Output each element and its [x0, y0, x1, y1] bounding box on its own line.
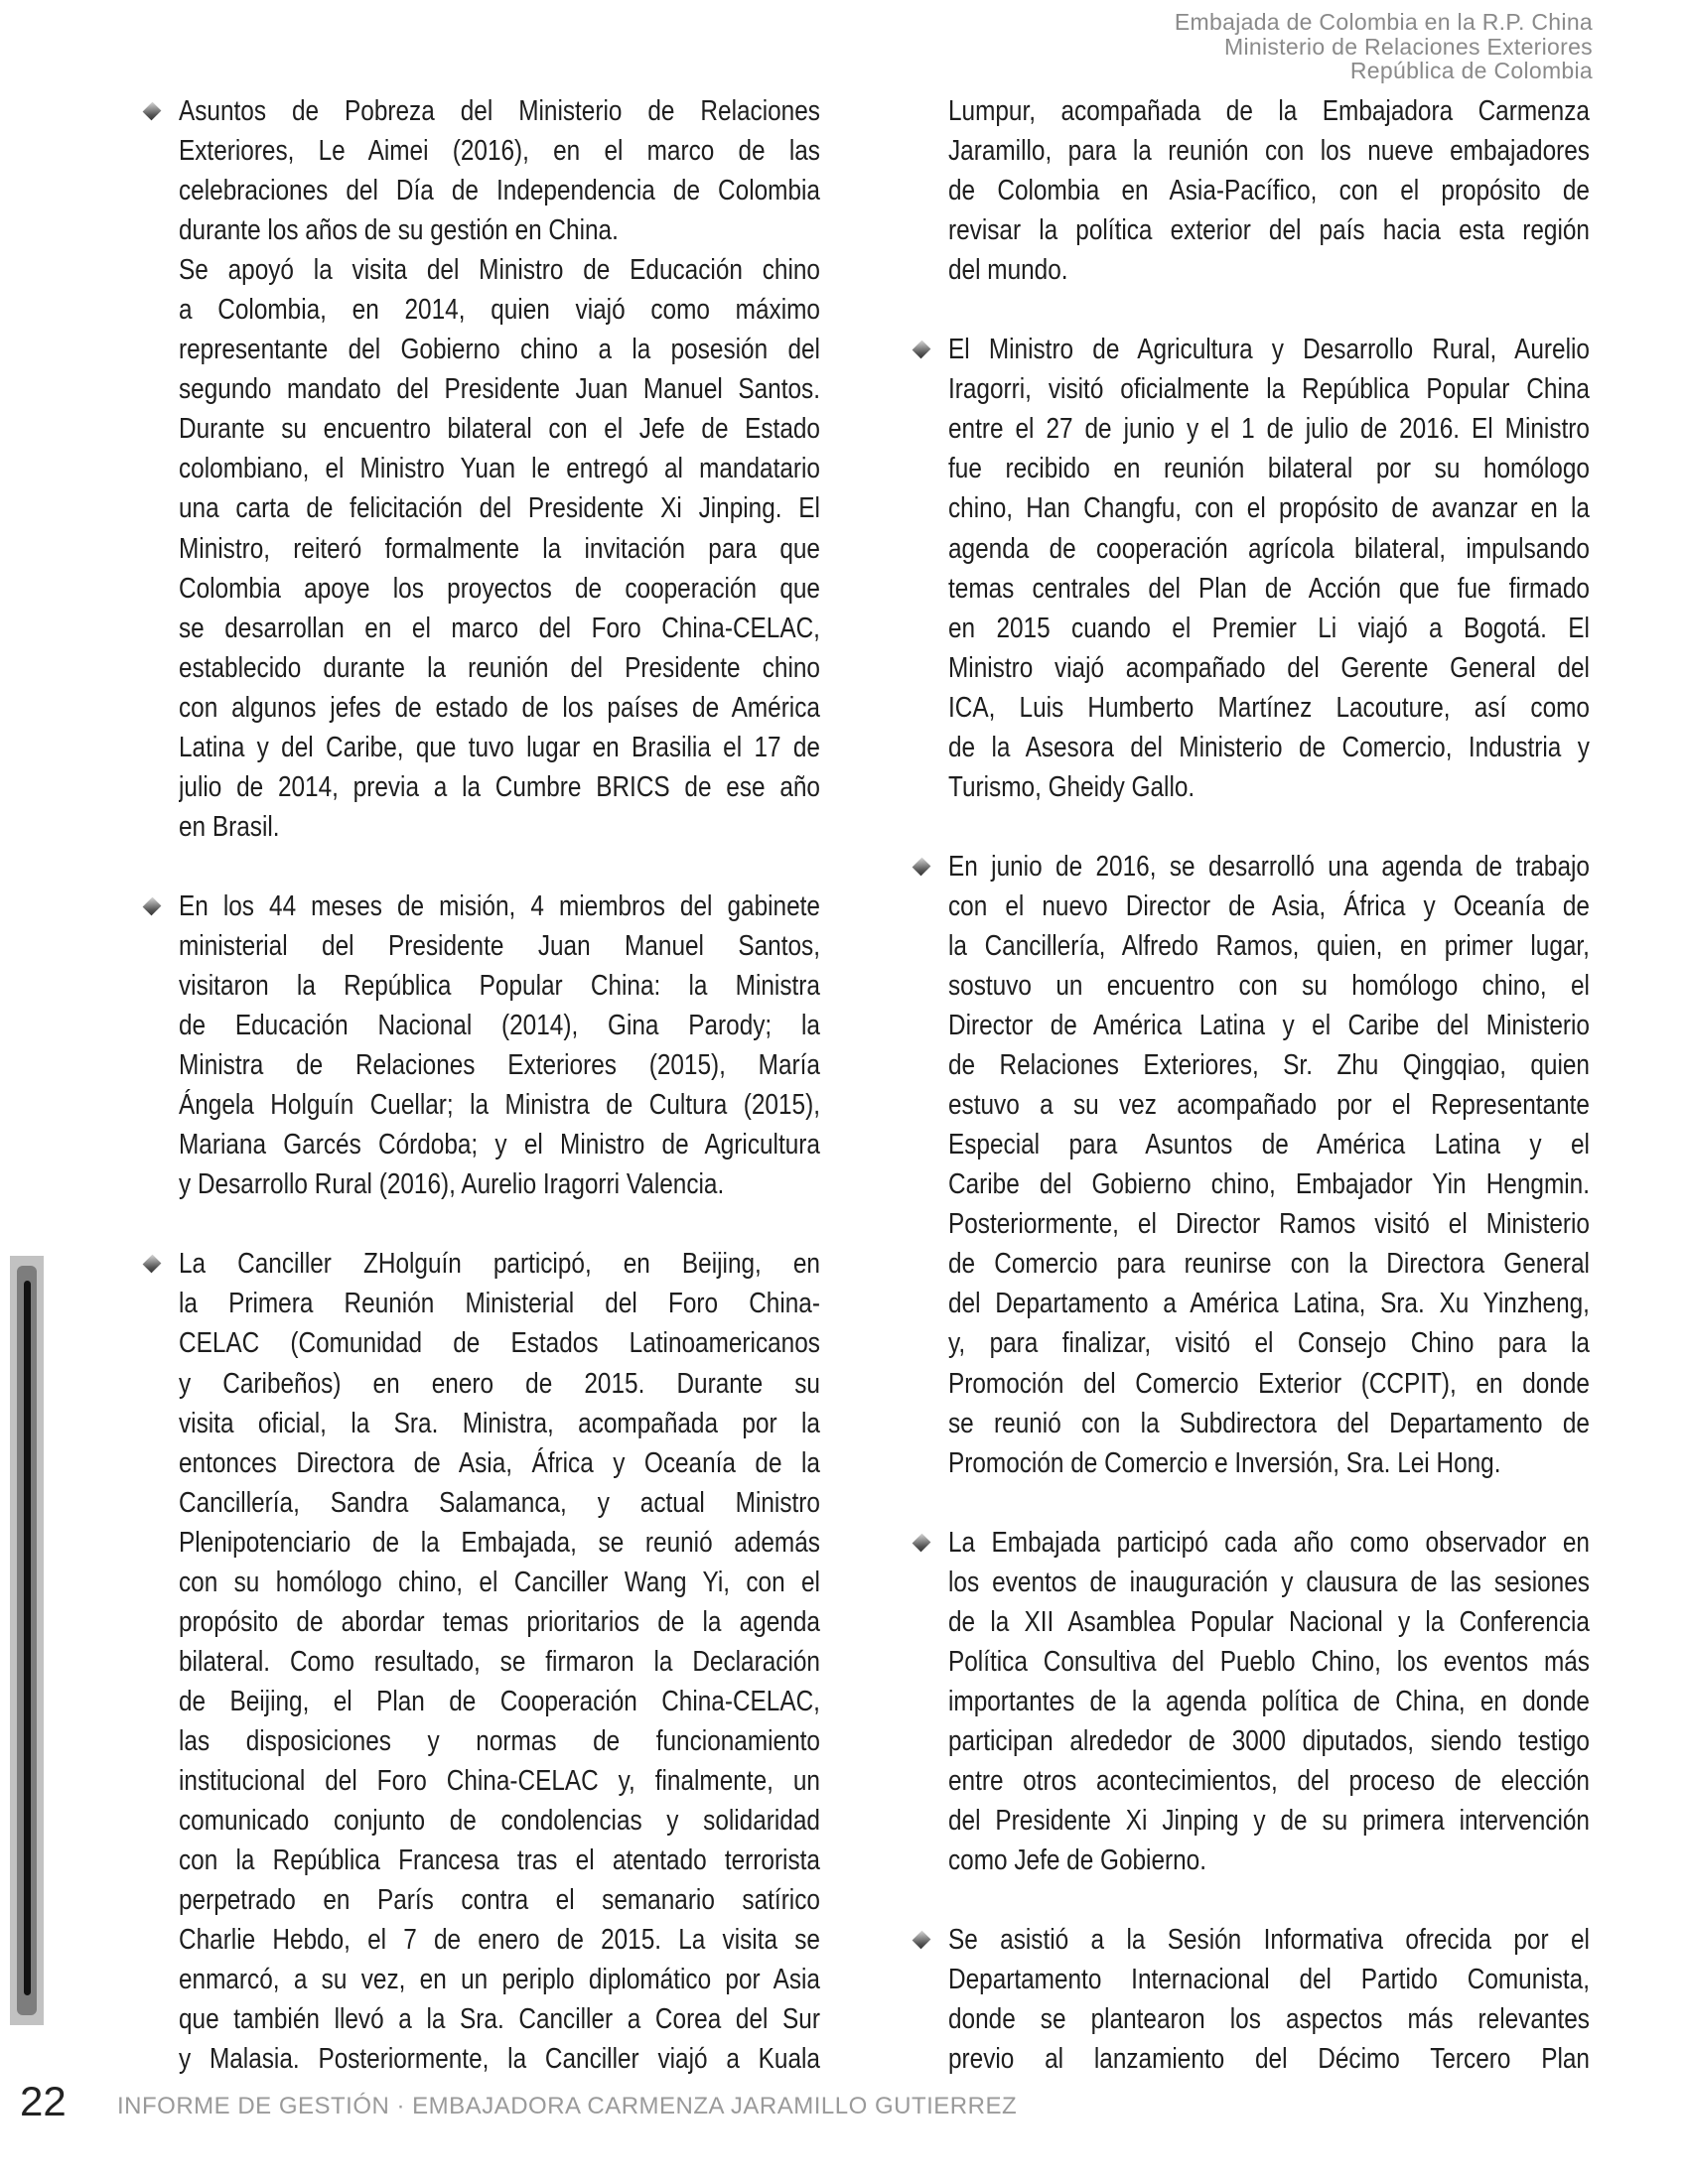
text-line: comunicado conjunto de condolencias y solidaridad	[179, 1805, 820, 1838]
text-block	[948, 847, 1590, 1483]
text-line: Política Consultiva del Pueblo Chino, los eventos más	[948, 1645, 1590, 1678]
text-line: con la República Francesa tras el atentado terrorista	[179, 1844, 820, 1877]
text-line: de Colombia en Asia-Pacífico, con el propósito de	[948, 175, 1590, 207]
text-line: y Desarrollo Rural (2016), Aurelio Iragorri Valencia.	[179, 1168, 725, 1201]
text-line: En junio de 2016, se desarrolló una agenda de trabajo	[948, 850, 1590, 883]
text-line: Ministra de Relaciones Exteriores (2015), María	[179, 1049, 820, 1082]
text-line: Exteriores, Le Aimei (2016), en el marco de las	[179, 135, 820, 168]
text-line: de Beijing, el Plan de Cooperación China-CELAC,	[179, 1685, 820, 1717]
text-line: agenda de cooperación agrícola bilateral, impulsando	[948, 532, 1590, 565]
brush-stroke-ink	[24, 1281, 31, 1995]
text-block	[948, 91, 1590, 290]
text-line: institucional del Foro China-CELAC y, finalmente, un	[179, 1764, 820, 1797]
diamond-bullet-icon	[913, 857, 931, 876]
text-line: con su homólogo chino, el Canciller Wang Yi, con el	[179, 1566, 820, 1598]
text-line: Turismo, Gheidy Gallo.	[948, 770, 1196, 803]
text-line: Mariana Garcés Córdoba; y el Ministro de Agricultura	[179, 1129, 820, 1161]
text-line: entre el 27 de junio y el 1 de julio de 2016. El Ministro	[948, 413, 1590, 446]
text-line: de Educación Nacional (2014), Gina Parody; la	[179, 1010, 820, 1042]
text-line: segundo mandato del Presidente Juan Manuel Santos.	[179, 373, 820, 406]
text-line: que también llevó a la Sra. Canciller a Corea del Sur	[179, 2003, 820, 2036]
text-line: Especial para Asuntos de América Latina y el	[948, 1129, 1590, 1161]
text-line: se desarrollan en el marco del Foro China-CELAC,	[179, 612, 820, 644]
text-line: establecido durante la reunión del Presidente chino	[179, 651, 820, 684]
text-line: representante del Gobierno chino a la posesión del	[179, 334, 820, 366]
text-line: Director de América Latina y el Caribe del Ministerio	[948, 1010, 1590, 1042]
text-line: los eventos de inauguración y clausura de las sesiones	[948, 1566, 1590, 1598]
text-line: ICA, Luis Humberto Martínez Lacouture, así como	[948, 691, 1590, 724]
text-line: Promoción de Comercio e Inversión, Sra. Lei Hong.	[948, 1446, 1501, 1479]
text-line: Iragorri, visitó oficialmente la República Popular China	[948, 373, 1590, 406]
text-line: en Brasil.	[179, 810, 280, 843]
text-line: propósito de abordar temas prioritarios de la agenda	[179, 1605, 820, 1638]
text-line: y Malasia. Posteriormente, la Canciller viajó a Kuala	[179, 2043, 820, 2076]
text-line: Colombia apoye los proyectos de cooperación que	[179, 572, 820, 605]
text-line: Cancillería, Sandra Salamanca, y actual Ministro	[179, 1486, 820, 1519]
text-line: de la XII Asamblea Popular Nacional y la Conferencia	[948, 1605, 1590, 1638]
diamond-bullet-icon	[143, 897, 162, 916]
diamond-bullet-icon	[913, 1931, 931, 1950]
text-line: previo al lanzamiento del Décimo Tercero Plan	[948, 2043, 1590, 2076]
text-line: de la Asesora del Ministerio de Comercio, Industria y	[948, 731, 1590, 763]
text-line: temas centrales del Plan de Acción que fue firmado	[948, 572, 1590, 605]
text-line: La Canciller ZHolguín participó, en Beijing, en	[179, 1248, 820, 1281]
text-line: Ministro viajó acompañado del Gerente General del	[948, 651, 1590, 684]
header-embassy: Embajada de Colombia en la R.P. China	[1174, 9, 1593, 35]
text-line: Ángela Holguín Cuellar; la Ministra de Cultura (2015),	[179, 1089, 820, 1122]
text-line: estuvo a su vez acompañado por el Representante	[948, 1089, 1590, 1122]
text-line: Departamento Internacional del Partido Comunista,	[948, 1964, 1590, 1996]
diamond-bullet-icon	[143, 102, 162, 121]
page-header	[1175, 10, 1593, 83]
text-line: fue recibido en reunión bilateral por su homólogo	[948, 453, 1590, 485]
footer-title: INFORME DE GESTIÓN · EMBAJADORA CARMENZA JARAMILLO GUTIERREZ	[117, 2093, 1018, 2119]
text-block	[948, 1920, 1590, 2079]
text-line: Latina y del Caribe, que tuvo lugar en Brasilia el 17 de	[179, 731, 820, 763]
text-line: y Caribeños) en enero de 2015. Durante su	[179, 1367, 820, 1400]
diamond-bullet-icon	[913, 341, 931, 359]
page-number: 22	[20, 2078, 67, 2124]
text-line: chino, Han Changfu, con el propósito de avanzar en la	[948, 492, 1590, 525]
text-line: Lumpur, acompañada de la Embajadora Carmenza	[948, 95, 1590, 127]
text-line: con algunos jefes de estado de los países de América	[179, 691, 820, 724]
text-line: la Cancillería, Alfredo Ramos, quien, en primer lugar,	[948, 929, 1590, 962]
text-line: importantes de la agenda política de China, en donde	[948, 1685, 1590, 1717]
text-line: Ministro, reiteró formalmente la invitación para que	[179, 532, 820, 565]
text-line: sostuvo un encuentro con su homólogo chino, el	[948, 970, 1590, 1003]
text-line: visitaron la República Popular China: la Ministra	[179, 970, 820, 1003]
right-column	[948, 91, 1590, 2118]
text-line: Durante su encuentro bilateral con el Jefe de Estado	[179, 413, 820, 446]
text-line: bilateral. Como resultado, se firmaron la Declaración	[179, 1645, 820, 1678]
text-block	[948, 1523, 1590, 1880]
text-line: El Ministro de Agricultura y Desarrollo Rural, Aurelio	[948, 334, 1590, 366]
text-line: CELAC (Comunidad de Estados Latinoamericanos	[179, 1327, 820, 1360]
text-line: de Relaciones Exteriores, Sr. Zhu Qingqiao, quien	[948, 1049, 1590, 1082]
text-line: Posteriormente, el Director Ramos visitó el Ministerio	[948, 1208, 1590, 1241]
text-line: enmarcó, a su vez, en un periplo diplomático por Asia	[179, 1964, 820, 1996]
text-line: colombiano, el Ministro Yuan le entregó al mandatario	[179, 453, 820, 485]
text-line: y, para finalizar, visitó el Consejo Chino para la	[948, 1327, 1590, 1360]
text-line: de Comercio para reunirse con la Directora General	[948, 1248, 1590, 1281]
text-line: en 2015 cuando el Premier Li viajó a Bogotá. El	[948, 612, 1590, 644]
text-line: Se asistió a la Sesión Informativa ofrecida por el	[948, 1924, 1590, 1957]
text-line: Caribe del Gobierno chino, Embajador Yin Hengmin.	[948, 1168, 1590, 1201]
text-line: julio de 2014, previa a la Cumbre BRICS de ese año	[179, 770, 820, 803]
decorative-brush-bar	[10, 1256, 44, 2025]
text-line: una carta de felicitación del Presidente Xi Jinping. El	[179, 492, 820, 525]
text-line: participan alrededor de 3000 diputados, siendo testigo	[948, 1724, 1590, 1757]
text-line: la Primera Reunión Ministerial del Foro China-	[179, 1288, 820, 1320]
text-line: Jaramillo, para la reunión con los nueve embajadores	[948, 135, 1590, 168]
text-block	[179, 91, 820, 847]
text-line: durante los años de su gestión en China.	[179, 214, 619, 247]
diamond-bullet-icon	[913, 1533, 931, 1552]
text-line: celebraciones del Día de Independencia de Colombia	[179, 175, 820, 207]
text-line: como Jefe de Gobierno.	[948, 1844, 1206, 1877]
text-line: Asuntos de Pobreza del Ministerio de Relaciones	[179, 95, 820, 127]
text-line: las disposiciones y normas de funcionamiento	[179, 1724, 820, 1757]
text-line: Plenipotenciario de la Embajada, se reunió además	[179, 1526, 820, 1559]
text-line: del mundo.	[948, 254, 1068, 287]
text-line: se reunió con la Subdirectora del Departamento de	[948, 1407, 1590, 1439]
text-block	[179, 1244, 820, 2079]
text-line: visita oficial, la Sra. Ministra, acompañada por la	[179, 1407, 820, 1439]
text-line: entonces Directora de Asia, África y Oceanía de la	[179, 1446, 820, 1479]
text-line: revisar la política exterior del país hacia esta región	[948, 214, 1590, 247]
text-line: La Embajada participó cada año como observador en	[948, 1526, 1590, 1559]
text-line: ministerial del Presidente Juan Manuel Santos,	[179, 929, 820, 962]
header-country: República de Colombia	[1349, 58, 1593, 83]
text-line: entre otros acontecimientos, del proceso de elección	[948, 1764, 1590, 1797]
text-block	[948, 330, 1590, 807]
text-block	[179, 887, 820, 1204]
text-line: Se apoyó la visita del Ministro de Educación chino	[179, 254, 820, 287]
diamond-bullet-icon	[143, 1255, 162, 1274]
text-line: Charlie Hebdo, el 7 de enero de 2015. La visita se	[179, 1924, 820, 1957]
text-line: En los 44 meses de misión, 4 miembros del gabinete	[179, 889, 820, 922]
left-column	[179, 91, 820, 2118]
text-line: a Colombia, en 2014, quien viajó como máximo	[179, 294, 820, 327]
text-line: perpetrado en París contra el semanario satírico	[179, 1884, 820, 1917]
text-line: del Presidente Xi Jinping y de su primera intervención	[948, 1805, 1590, 1838]
text-line: Promoción del Comercio Exterior (CCPIT), en donde	[948, 1367, 1590, 1400]
text-line: donde se plantearon los aspectos más relevantes	[948, 2003, 1590, 2036]
header-ministry: Ministerio de Relaciones Exteriores	[1224, 33, 1593, 60]
text-line: del Departamento a América Latina, Sra. Xu Yinzheng,	[948, 1288, 1590, 1320]
text-line: con el nuevo Director de Asia, África y Oceanía de	[948, 889, 1590, 922]
